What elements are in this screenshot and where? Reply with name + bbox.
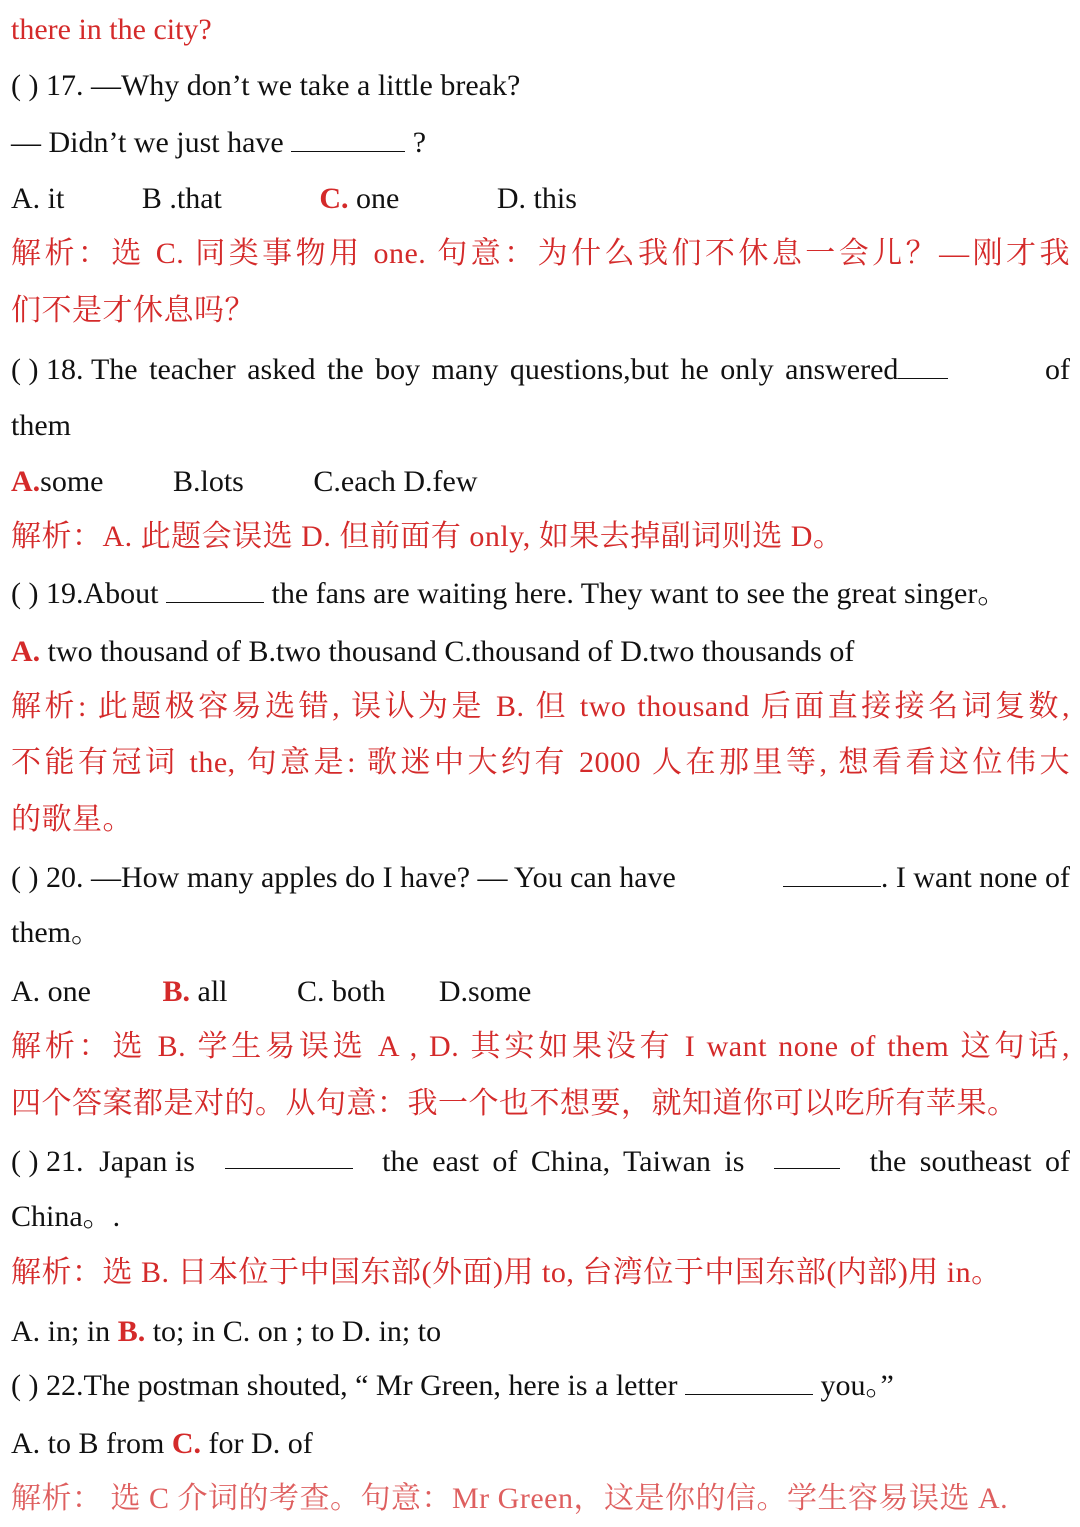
question-17-analysis-line-1: 解析：选 C. 同类事物用 one. 句意：为什么我们不休息一会儿？—刚才我 xyxy=(11,237,1070,270)
question-number: ( ) 18. xyxy=(11,353,91,386)
question-20-options xyxy=(11,972,1070,1012)
option-b: B.lots xyxy=(173,465,244,498)
option-c: C. both xyxy=(297,975,386,1008)
question-18-options xyxy=(11,462,1070,502)
question-text: The teacher asked the boy many questions,but he only answered xyxy=(90,353,899,386)
question-text: —Why don’t we take a little break? xyxy=(90,69,521,102)
option-c: C.each xyxy=(313,465,396,498)
question-text: . I want none of xyxy=(880,861,1070,894)
option-c-correct: C. for xyxy=(171,1427,252,1460)
option-b: B from xyxy=(78,1427,172,1460)
question-19-stem xyxy=(11,574,1070,614)
question-18-stem xyxy=(11,350,1070,390)
question-text: the southeast of xyxy=(869,1145,1070,1178)
option-b: B.two thousand xyxy=(248,635,437,668)
answer-blank xyxy=(291,125,405,152)
answer-blank xyxy=(166,576,264,603)
option-a-correct: A. two thousand of xyxy=(11,635,241,668)
option-d: D. this xyxy=(496,182,577,215)
question-18-analysis: 解析：A. 此题会误选 D. 但前面有 only, 如果去掉副词则选 D。 xyxy=(11,520,844,553)
answer-blank xyxy=(783,860,881,887)
question-text: — Didn’t we just have xyxy=(11,126,284,159)
option-a: A. it xyxy=(11,182,65,215)
option-a-correct: A.some xyxy=(11,465,104,498)
question-text: the east of China, Taiwan is xyxy=(382,1145,745,1178)
question-number: ( ) 20. xyxy=(11,861,91,894)
question-text: About xyxy=(83,577,159,610)
option-b: B .that xyxy=(141,182,222,215)
question-19-analysis-line-3: 的歌星。 xyxy=(11,803,133,836)
option-d: D. in; to xyxy=(341,1315,442,1348)
answer-blank xyxy=(774,1142,840,1169)
question-text: Japan is xyxy=(99,1145,195,1178)
question-text: of xyxy=(1045,353,1070,386)
answer-blank xyxy=(898,352,948,379)
option-a: A. to xyxy=(11,1427,79,1460)
question-21-stem xyxy=(11,1142,1070,1182)
option-d: D.some xyxy=(438,975,532,1008)
question-17-stem xyxy=(11,66,1070,106)
question-17-analysis-line-2: 们不是才休息吗？ xyxy=(11,294,255,327)
question-17-reply xyxy=(11,123,1070,163)
question-20-analysis-line-2: 四个答案都是对的。从句意：我一个也不想要，就知道你可以吃所有苹果。 xyxy=(11,1087,1018,1120)
question-17-options xyxy=(11,179,1070,219)
question-22-stem xyxy=(11,1366,1070,1406)
question-number: ( ) 17. xyxy=(11,69,91,102)
question-number: ( ) 21. xyxy=(11,1145,84,1178)
question-19-options xyxy=(11,632,1070,672)
question-text: the fans are waiting here. They want to see the great singer。 xyxy=(271,577,1008,610)
option-d: D.few xyxy=(403,465,478,498)
option-b-correct: B. to; in xyxy=(117,1315,223,1348)
question-19-analysis-line-1: 解析: 此题极容易选错, 误认为是 B. 但 two thousand 后面直接接名词复数, xyxy=(11,690,1070,723)
option-c: C.thousand of xyxy=(444,635,613,668)
option-a: A. one xyxy=(11,975,91,1008)
option-b-correct: B. all xyxy=(162,975,228,1008)
question-19-analysis-line-2: 不能有冠词 the, 句意是: 歌迷中大约有 2000 人在那里等, 想看看这位伟大 xyxy=(11,746,1070,779)
question-21-options xyxy=(11,1312,1070,1352)
question-number: ( ) 22. xyxy=(11,1369,84,1402)
answer-blank xyxy=(225,1142,353,1169)
question-number: ( ) 19. xyxy=(11,577,84,610)
question-text: ? xyxy=(412,126,427,159)
question-text: The postman shouted, “ Mr Green, here is a letter xyxy=(83,1369,678,1402)
previous-question-fragment: there in the city? xyxy=(11,13,212,46)
question-22-options xyxy=(11,1424,1070,1464)
option-c: C. on ; to xyxy=(222,1315,342,1348)
answer-blank xyxy=(685,1368,813,1395)
question-21-stem-cont: China。. xyxy=(11,1200,121,1233)
question-20-stem xyxy=(11,858,1070,898)
question-text: you。” xyxy=(820,1369,894,1402)
option-c-correct: C. one xyxy=(319,182,400,215)
question-22-analysis: 解析： 选 C 介词的考查。句意：Mr Green，这是你的信。学生容易误选 A. xyxy=(11,1482,1009,1515)
question-20-stem-cont: them。 xyxy=(11,916,101,949)
question-20-analysis-line-1: 解析：选 B. 学生易误选 A , D. 其实如果没有 I want none of them 这句话, xyxy=(11,1030,1070,1063)
question-text: —How many apples do I have? — You can have xyxy=(90,861,676,894)
option-d: D.two thousands of xyxy=(620,635,855,668)
option-a: A. in; in xyxy=(11,1315,118,1348)
question-18-stem-cont: them xyxy=(11,409,71,442)
option-d: D. of xyxy=(251,1427,313,1460)
question-21-analysis: 解析：选 B. 日本位于中国东部(外面)用 to, 台湾位于中国东部(内部)用 in。 xyxy=(11,1256,1002,1289)
